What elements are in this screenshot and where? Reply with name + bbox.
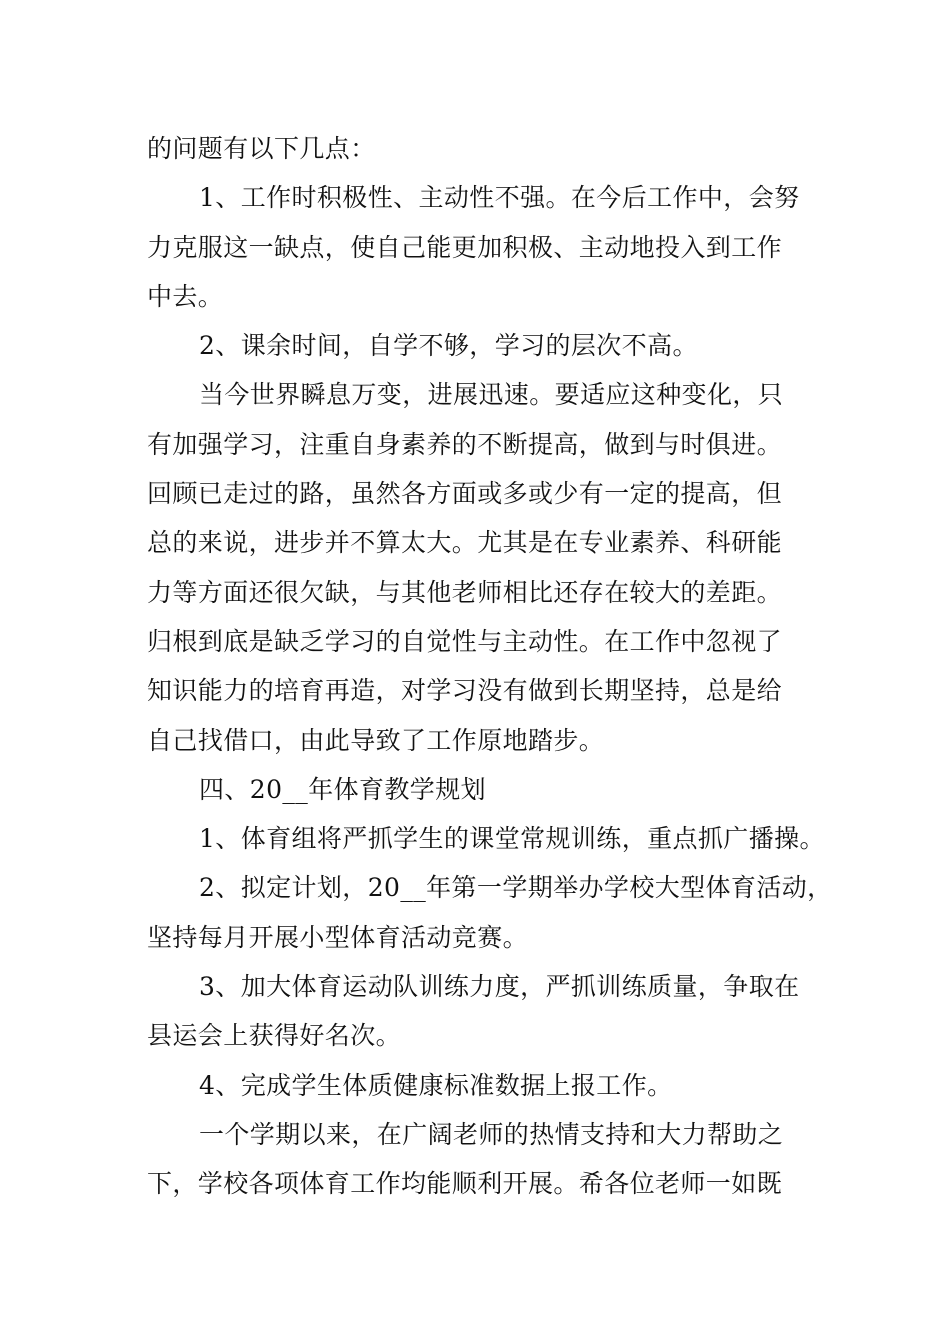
text-line: 1、工作时积极性、主动性不强。在今后工作中，会努 xyxy=(199,183,800,213)
text-line: 4、完成学生体质健康标准数据上报工作。 xyxy=(199,1070,673,1100)
text-line: 一个学期以来，在广阔老师的热情支持和大力帮助之 xyxy=(199,1119,784,1149)
document-body xyxy=(147,124,833,1209)
text-line: 当今世界瞬息万变，进展迅速。要适应这种变化，只 xyxy=(199,380,784,410)
text-line: 有加强学习，注重自身素养的不断提高，做到与时俱进。 xyxy=(147,429,783,459)
text-line: 归根到底是缺乏学习的自觉性与主动性。在工作中忽视了 xyxy=(147,626,783,656)
text-line: 1、体育组将严抓学生的课堂常规训练，重点抓广播操。 xyxy=(199,824,825,854)
text-line: 下，学校各项体育工作均能顺利开展。希各位老师一如既 xyxy=(147,1169,783,1199)
text-line: 县运会上获得好名次。 xyxy=(147,1021,402,1051)
text-line: 3、加大体育运动队训练力度，严抓训练质量，争取在 xyxy=(199,972,800,1002)
text-line: 的问题有以下几点： xyxy=(147,134,376,163)
text-line: 自己找借口，由此导致了工作原地踏步。 xyxy=(147,725,605,755)
text-line: 力等方面还很欠缺，与其他老师相比还存在较大的差距。 xyxy=(147,577,783,607)
text-line: 中去。 xyxy=(147,281,224,311)
text-line: 坚持每月开展小型体育活动竞赛。 xyxy=(147,922,529,952)
text-line: 2、课余时间，自学不够，学习的层次不高。 xyxy=(199,331,698,361)
text-line: 力克服这一缺点，使自己能更加积极、主动地投入到工作 xyxy=(147,232,783,262)
text-line: 总的来说，进步并不算太大。尤其是在专业素养、科研能 xyxy=(147,528,783,558)
text-line: 2、拟定计划，20__年第一学期举办学校大型体育活动， xyxy=(199,873,833,903)
section-heading: 四、20__年体育教学规划 xyxy=(199,774,487,804)
text-line: 回顾已走过的路，虽然各方面或多或少有一定的提高，但 xyxy=(147,479,783,509)
text-line: 知识能力的培育再造，对学习没有做到长期坚持，总是给 xyxy=(147,676,783,706)
